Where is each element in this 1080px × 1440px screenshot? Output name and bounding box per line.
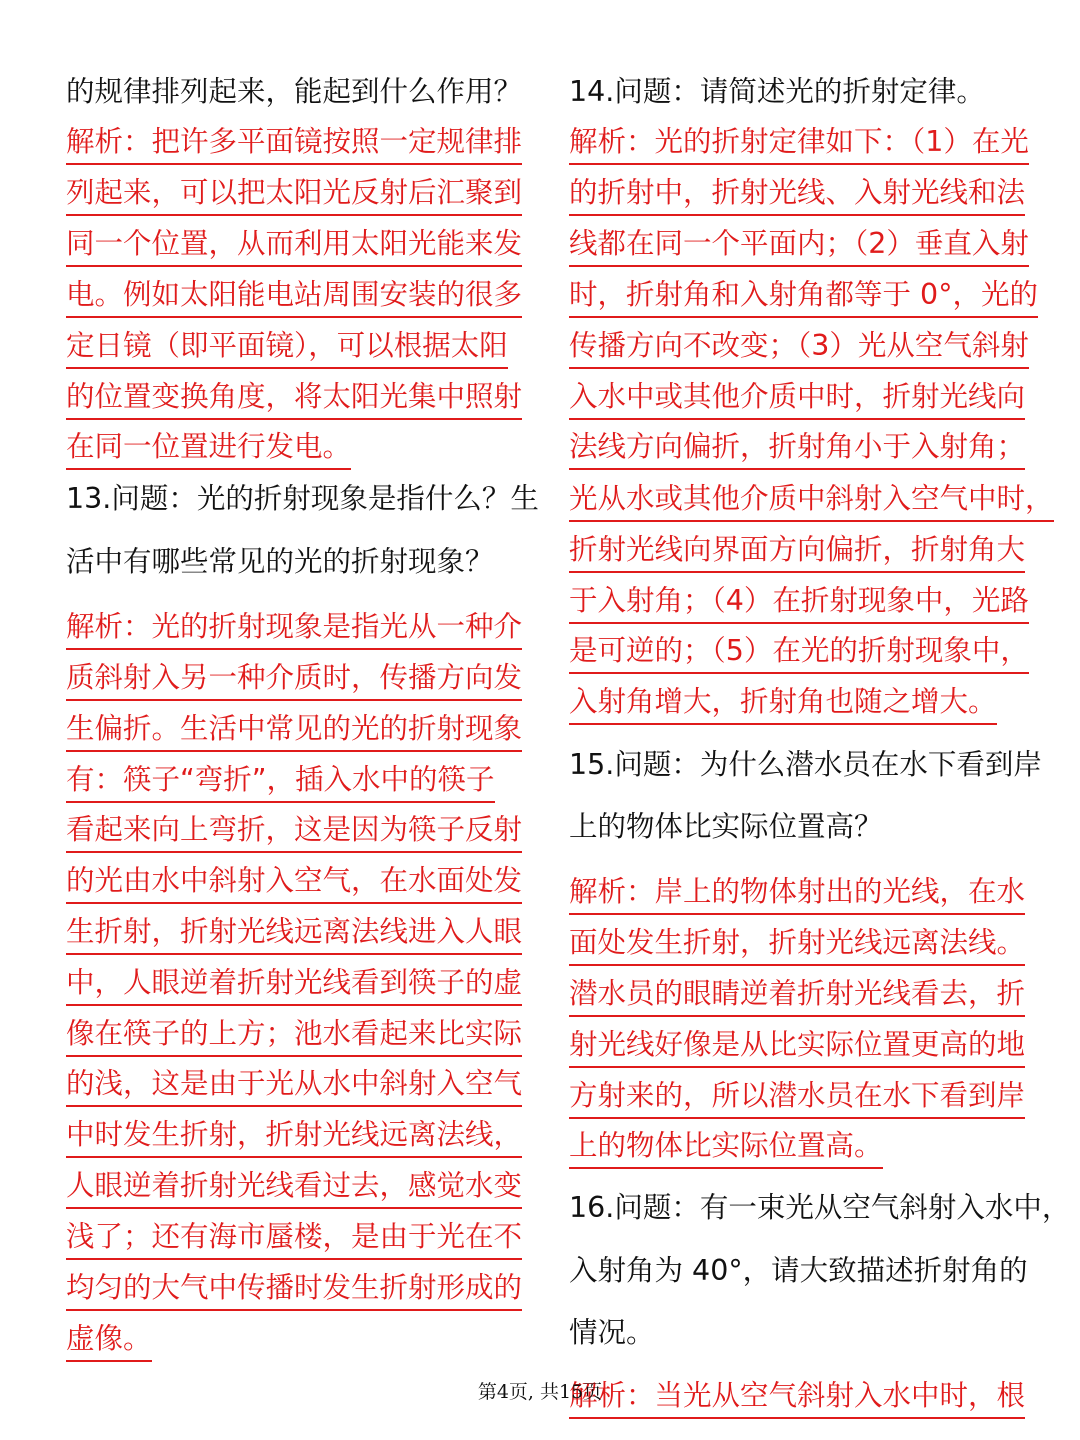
answer-text: 浅了；还有海市蜃楼，是由于光在不 [66, 1217, 522, 1260]
answer-line [66, 1064, 522, 1106]
question-line: 14.问题：请简述光的折射定律。 [569, 75, 985, 108]
question-line: 15.问题：为什么潜水员在水下看到岸 [569, 748, 1042, 781]
answer-line [66, 173, 522, 215]
answer-text: 的位置变换角度，将太阳光集中照射 [66, 377, 522, 420]
answer-text: 生偏折。生活中常见的光的折射现象 [66, 709, 522, 752]
answer-text: 像在筷子的上方；池水看起来比实际 [66, 1014, 522, 1057]
answer-line [66, 1319, 152, 1361]
answer-text: 于入射角；（4）在折射现象中，光路 [569, 581, 1029, 624]
answer-text: 解析：把许多平面镜按照一定规律排 [66, 122, 522, 165]
answer-text: 解析：岸上的物体射出的光线，在水 [569, 872, 1025, 915]
answer-line [569, 326, 1029, 368]
answer-text: 潜水员的眼睛逆着折射光线看去，折 [569, 974, 1025, 1017]
answer-line [66, 427, 351, 469]
answer-text: 线都在同一个平面内；（2）垂直入射 [569, 224, 1029, 267]
answer-line [66, 275, 522, 317]
answer-text: 的光由水中斜射入空气，在水面处发 [66, 861, 522, 904]
answer-text: 面处发生折射，折射光线远离法线。 [569, 923, 1025, 966]
answer-line [66, 760, 495, 802]
answer-text: 法线方向偏折，折射角小于入射角； [569, 427, 1025, 470]
answer-line [66, 1166, 522, 1208]
answer-text: 均匀的大气中传播时发生折射形成的 [66, 1268, 522, 1311]
answer-line [569, 581, 1029, 623]
answer-line [569, 682, 997, 724]
answer-line [66, 912, 522, 954]
answer-line [66, 709, 522, 751]
answer-line [66, 963, 522, 1005]
answer-text: 中，人眼逆着折射光线看到筷子的虚 [66, 963, 522, 1006]
answer-line [569, 1126, 883, 1168]
answer-line [569, 923, 1025, 965]
answer-line [66, 658, 522, 700]
answer-text: 射光线好像是从比实际位置更高的地 [569, 1025, 1025, 1068]
answer-text: 折射光线向界面方向偏折，折射角大 [569, 530, 1025, 573]
answer-text: 传播方向不改变；（3）光从空气斜射 [569, 326, 1029, 369]
question-line: 情况。 [569, 1316, 655, 1349]
answer-line [569, 377, 1025, 419]
answer-line [66, 377, 522, 419]
answer-text: 上的物体比实际位置高。 [569, 1126, 883, 1169]
answer-line [66, 1268, 522, 1310]
answer-text: 光从水或其他介质中斜射入空气中时， [569, 479, 1054, 522]
answer-line [569, 872, 1025, 914]
answer-text: 的浅，这是由于光从水中斜射入空气 [66, 1064, 522, 1107]
answer-line [569, 530, 1025, 572]
answer-text: 在同一位置进行发电。 [66, 427, 351, 470]
answer-line [569, 1076, 1025, 1118]
answer-text: 中时发生折射，折射光线远离法线， [66, 1115, 522, 1158]
answer-text: 生折射，折射光线远离法线进入人眼 [66, 912, 522, 955]
answer-text: 有：筷子“弯折”，插入水中的筷子 [66, 760, 495, 803]
answer-text: 列起来，可以把太阳光反射后汇聚到 [66, 173, 522, 216]
question-line: 的规律排列起来，能起到什么作用？ [66, 75, 523, 108]
answer-line [569, 1025, 1025, 1067]
answer-text: 的折射中，折射光线、入射光线和法 [569, 173, 1025, 216]
answer-line [569, 173, 1025, 215]
answer-text: 方射来的，所以潜水员在水下看到岸 [569, 1076, 1025, 1119]
answer-text: 虚像。 [66, 1319, 152, 1362]
answer-text: 解析：光的折射定律如下：（1）在光 [569, 122, 1029, 165]
answer-line [569, 631, 1029, 673]
answer-text: 入水中或其他介质中时，折射光线向 [569, 377, 1025, 420]
question-line: 活中有哪些常见的光的折射现象？ [66, 545, 494, 578]
answer-line [66, 1217, 522, 1259]
question-line: 16.问题：有一束光从空气斜射入水中， [569, 1191, 1071, 1224]
answer-line [569, 275, 1038, 317]
answer-line [66, 861, 522, 903]
answer-text: 解析：当光从空气斜射入水中时，根 [569, 1376, 1025, 1419]
answer-line [66, 607, 522, 649]
answer-text: 入射角增大，折射角也随之增大。 [569, 682, 997, 725]
answer-line [569, 224, 1029, 266]
answer-line [66, 224, 522, 266]
question-line: 13.问题：光的折射现象是指什么？生 [66, 482, 539, 515]
answer-line [569, 427, 1025, 469]
answer-line [66, 122, 522, 164]
answer-line [66, 810, 522, 852]
answer-text: 定日镜（即平面镜），可以根据太阳 [66, 326, 508, 369]
answer-text: 解析：光的折射现象是指光从一种介 [66, 607, 522, 650]
answer-line [66, 326, 508, 368]
answer-text: 人眼逆着折射光线看过去，感觉水变 [66, 1166, 522, 1209]
answer-text: 时，折射角和入射角都等于 0°，光的 [569, 275, 1038, 318]
answer-text: 是可逆的；（5）在光的折射现象中， [569, 631, 1029, 674]
answer-text: 同一个位置，从而利用太阳光能来发 [66, 224, 522, 267]
question-line: 入射角为 40°，请大致描述折射角的 [569, 1254, 1028, 1287]
answer-line [66, 1014, 522, 1056]
answer-text: 看起来向上弯折，这是因为筷子反射 [66, 810, 522, 853]
answer-line [569, 974, 1025, 1016]
answer-text: 电。例如太阳能电站周围安装的很多 [66, 275, 522, 318]
question-line: 上的物体比实际位置高？ [569, 810, 883, 843]
answer-line [569, 479, 1054, 521]
answer-line [569, 122, 1029, 164]
answer-line [66, 1115, 522, 1157]
answer-text: 质斜射入另一种介质时，传播方向发 [66, 658, 522, 701]
page-footer: 第4页, 共15页 [477, 1381, 603, 1403]
